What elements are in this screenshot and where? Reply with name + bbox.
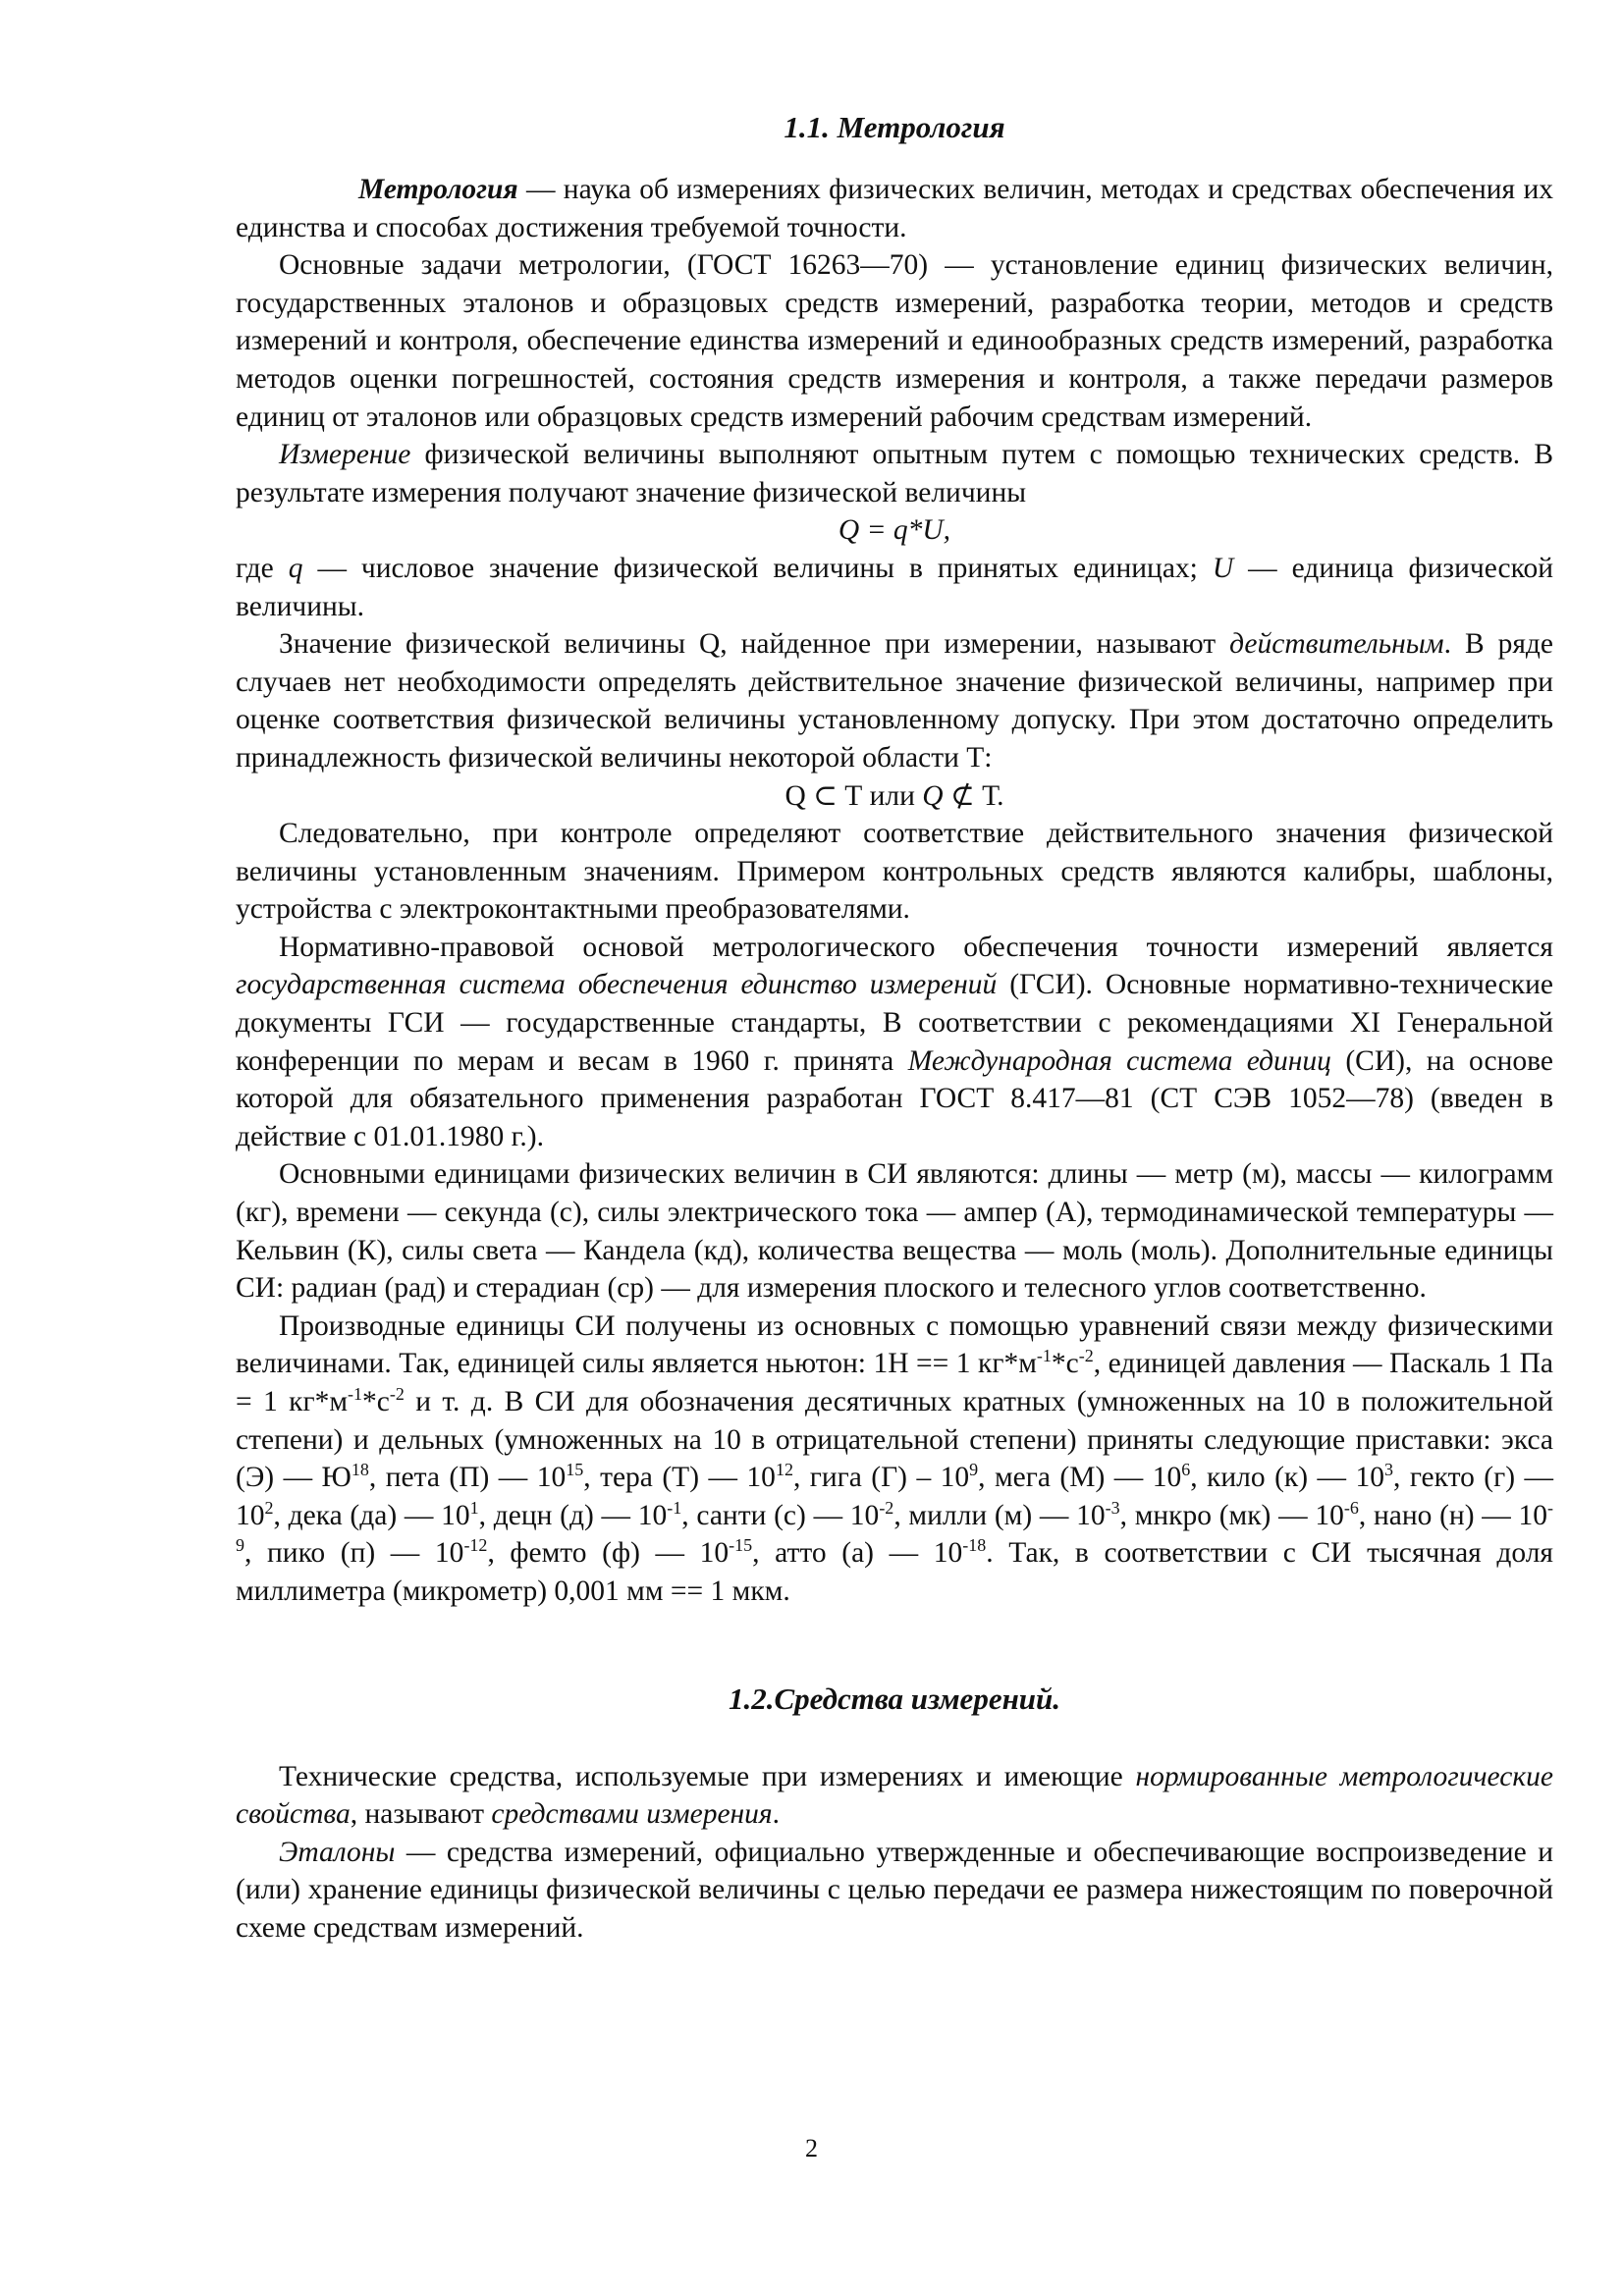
- paragraph-text: , мнкро (мк) — 10: [1119, 1499, 1344, 1531]
- paragraph-text: , децн (д) — 10: [478, 1499, 668, 1531]
- superscript: -1: [667, 1497, 682, 1518]
- symbol-u: U: [1212, 552, 1234, 584]
- paragraph-text: , пико (п) — 10: [244, 1537, 464, 1570]
- superscript: -2: [1078, 1346, 1094, 1366]
- paragraph-text: , атто (а) — 10: [752, 1537, 963, 1570]
- paragraph-text: , санти (с) — 10: [681, 1499, 880, 1531]
- term-standards: Эталоны: [279, 1836, 396, 1868]
- superscript: 1: [469, 1497, 479, 1518]
- paragraph-text: , гекто (г) — 10: [236, 1462, 1553, 1531]
- symbol-q: q: [288, 552, 303, 584]
- paragraph-text: — средства измерений, официально утвержденные и обеспечивающие воспроизведение и (или) хранение единицы физической величины с целью передачи ее размера нижестоящим по поверочной схеме средствам измерений.: [236, 1836, 1553, 1944]
- paragraph-control: Следовательно, при контроле определяют соответствие действительного значения физической величины установленным значениям. Примером контрольных средств являются калибры, шаблоны, устройства с электроконтактными преобразователями.: [236, 818, 1553, 926]
- paragraph-text: Производные единицы СИ получены из основных с помощью уравнений связи между физическими величинами. Так, единицей силы является ньютон: 1Н == 1 кг*м: [236, 1309, 1553, 1380]
- paragraph-standards: [236, 1834, 1553, 1948]
- superscript: 3: [1383, 1460, 1393, 1480]
- paragraph-text: — числовое значение физической величины в принятых единицах;: [302, 552, 1213, 584]
- term-metrology: Метрология: [358, 174, 518, 205]
- section-1-title: 1.1. Метрология: [784, 110, 1005, 144]
- paragraph-text: Значение физической величины Q, найденное при измерении, называют: [279, 628, 1230, 661]
- paragraph-measuring-instruments: [236, 1758, 1553, 1834]
- paragraph-text: (ГСИ). Основные нормативно-технические документы ГСИ — государственные стандарты, В соответствии с рекомендациями XI Генеральной конференции по мерам и весам в 1960 г. принята: [236, 969, 1553, 1077]
- paragraph-text: .: [772, 1798, 781, 1831]
- paragraph-text: , пета (П) — 10: [368, 1462, 567, 1494]
- formula-q-equals-qu: [236, 511, 1553, 550]
- symbol-q: Q: [922, 779, 944, 812]
- superscript: -15: [729, 1535, 753, 1556]
- paragraph-derived-units: [236, 1308, 1553, 1611]
- paragraph-text: , фемто (ф) — 10: [487, 1537, 730, 1570]
- paragraph-metrology-definition: [236, 171, 1553, 246]
- paragraph-gsi: [236, 929, 1553, 1156]
- paragraph-text: *с: [362, 1386, 390, 1417]
- paragraph-text: . В ряде случаев нет необходимости определять действительное значение физической величины, например при оценке соответствия физической величины установленному допуску. При этом достаточно определить принадлежность физической величины некоторой области Т:: [236, 628, 1553, 774]
- superscript: -9: [236, 1497, 1553, 1556]
- paragraph-text: — единица физической величины.: [236, 552, 1554, 622]
- paragraph-metrology-tasks: Основные задачи метрологии, (ГОСТ 16263—70) — установление единиц физических величин, государственных эталонов и образцовых средств измерений, разработка теории, методов и средств измерений и контроля, обеспечение единства измерений и единообразных средств измерений, разработка методов оценки погрешностей, состояния средств измерения и контроля, а также передачи размеров единиц от эталонов или образцовых средств измерений рабочим средствам измерений.: [236, 249, 1553, 433]
- paragraph-text: , кило (к) — 10: [1190, 1462, 1384, 1494]
- paragraph-text: Нормативно-правовой основой метрологического обеспечения точности измерений является: [279, 931, 1553, 963]
- paragraph-where: [236, 550, 1553, 625]
- formula-text: Q ⊂ Т или: [784, 779, 923, 812]
- paragraph-text: *с: [1051, 1348, 1079, 1380]
- term-gsi: государственная система обеспечения единство измерений: [236, 969, 998, 1001]
- paragraph-text: — наука об измерениях физических величин, методах и средствах обеспечения их единства и способах достижения требуемой точности.: [236, 174, 1553, 243]
- paragraph-text: и т. д. В СИ для обозначения десятичных кратных (умноженных на 10 в положительной степени) и дельных (умноженных на 10 в отрицательной степени) приняты следующие приставки: экса (Э) — Ю: [236, 1386, 1553, 1494]
- text-column: [236, 108, 1553, 1948]
- superscript: -1: [1036, 1346, 1052, 1366]
- formula-text: Q = q*U,: [838, 514, 951, 547]
- superscript: 12: [775, 1460, 793, 1480]
- paragraph-text: , гига (Г) – 10: [792, 1462, 970, 1494]
- superscript: 18: [351, 1460, 369, 1480]
- term-si: Международная система единиц: [907, 1044, 1331, 1077]
- paragraph-actual-value: [236, 625, 1553, 776]
- superscript: -12: [463, 1535, 488, 1556]
- paragraph-text: , тера (Т) — 10: [583, 1462, 776, 1494]
- term-normalized-properties: нормированные метрологические свойства: [236, 1760, 1553, 1831]
- superscript: -2: [389, 1384, 405, 1405]
- paragraph-text: физической величины выполняют опытным путем с помощью технических средств. В результате измерения получают значение физической величины: [236, 439, 1553, 508]
- paragraph-text: , называют: [350, 1798, 492, 1831]
- superscript: 6: [1181, 1460, 1191, 1480]
- paragraph-text: . Так, в соответствии с СИ тысячная доля миллиметра (микрометр) 0,001 мм == 1 мкм.: [236, 1537, 1554, 1607]
- term-actual: действительным: [1229, 628, 1444, 661]
- paragraph-text: (СИ), на основе которой для обязательного применения разработан ГОСТ 8.417—81 (СТ СЭВ 1052—78) (введен в действие с 01.01.1980 г.).: [236, 1044, 1553, 1152]
- paragraph-text: где: [236, 552, 289, 584]
- superscript: -3: [1105, 1497, 1120, 1518]
- superscript: -2: [879, 1497, 894, 1518]
- paragraph-base-units: Основными единицами физических величин в СИ являются: длины — метр (м), массы — килограмм (кг), времени — секунда (с), силы электрического тока — ампер (А), термодинамической температуры — Кельвин (К), силы света — Кандела (кд), количества вещества — моль (моль). Дополнительные единицы СИ: радиан (рад) и стерадиан (ср) — для измерения плоского и телесного углов соответственно.: [236, 1158, 1553, 1305]
- superscript: 15: [566, 1460, 584, 1480]
- superscript: -1: [348, 1384, 362, 1405]
- superscript: 9: [969, 1460, 979, 1480]
- paragraph-text: Технические средства, используемые при измерениях и имеющие: [279, 1760, 1136, 1792]
- paragraph-text: , единицей давления — Паскаль 1 Па = 1 кг*м: [236, 1348, 1553, 1417]
- paragraph-measurement: [236, 436, 1553, 511]
- formula-text: ⊄ Т.: [943, 779, 1004, 812]
- term-measurement: Измерение: [279, 439, 411, 471]
- paragraph-text: , мега (М) — 10: [978, 1462, 1182, 1494]
- paragraph-text: , милли (м) — 10: [893, 1499, 1106, 1531]
- term-measuring-instruments: средствами измерения: [491, 1798, 773, 1831]
- superscript: 2: [264, 1497, 274, 1518]
- superscript: -6: [1343, 1497, 1359, 1518]
- formula-q-subset-t: [236, 777, 1553, 816]
- paragraph-text: , дека (да) — 10: [273, 1499, 470, 1531]
- superscript: -18: [962, 1535, 987, 1556]
- page-number: 2: [805, 2134, 818, 2163]
- section-2-title: 1.2.Средства измерений.: [728, 1681, 1061, 1716]
- paragraph-text: , нано (н) — 10: [1358, 1499, 1547, 1531]
